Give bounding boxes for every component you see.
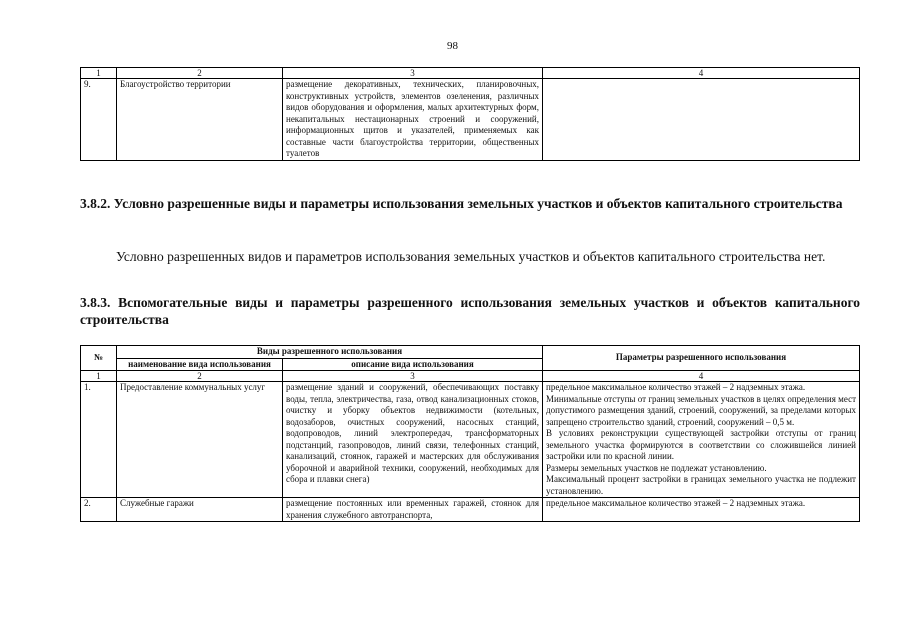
page-number: 98 — [447, 40, 458, 52]
use-params — [543, 498, 860, 522]
column-number-row — [81, 371, 860, 382]
use-description: размещение зданий и сооружений, обеспечивающих поставку воды, тепла, электричества, газа, отвод канализационных стоков, очистку и уборку объектов недвижимости (котельных, водозаборов, очистных сооружений, насосных станций, водопроводов, линий электропередач, трансформаторных подстанций, газопроводов, линий связи, телефонных станций, канализаций, стоянок, гаражей и мастерских для обслуживания уборочной и аварийной техники, сооружений, необходимых для сбора и плавки снега) — [283, 382, 543, 498]
header-number: № — [81, 346, 117, 371]
use-params — [543, 382, 860, 498]
column-number: 3 — [283, 371, 543, 382]
param-line: предельное максимальное количество этажей – 2 надземных этажа. — [546, 498, 806, 508]
auxiliary-uses-table — [80, 345, 860, 522]
section-heading-3-8-3: 3.8.3. Вспомогательные виды и параметры разрешенного использования земельных участков и объектов капитального строительства — [80, 295, 860, 327]
header-use-description: описание вида использования — [283, 358, 543, 371]
use-description: размещение декоративных, технических, планировочных, конструктивных устройств, элементов озеленения, различных видов оборудования и оформления, малых архитектурных форм, некапитальных нестационарных строений и сооружений, информационных щитов и указателей, применяемых как составные части благоустройства территории, общественных туалетов — [283, 79, 543, 161]
column-number: 4 — [543, 371, 860, 382]
column-number: 2 — [117, 371, 283, 382]
column-number-row — [81, 68, 860, 79]
param-line: В условиях реконструкции существующей застройки отступы от границ земельного участка формируются в соответствии со сложившейся линией застройки или по красной линии. — [546, 428, 856, 461]
param-line: Минимальные отступы от границ земельных участков в целях определения мест допустимого размещения зданий, строений, сооружений, за пределами которых запрещено строительство зданий, строений, сооружений – 0,5 м. — [546, 393, 856, 427]
column-number: 4 — [543, 68, 860, 79]
column-number: 1 — [81, 371, 117, 382]
use-name: Предоставление коммунальных услуг — [117, 382, 283, 498]
row-number: 9. — [81, 79, 117, 161]
param-line: Максимальный процент застройки в границах земельного участка не подлежит установлению. — [546, 474, 856, 496]
use-name: Служебные гаражи — [117, 498, 283, 522]
use-name: Благоустройство территории — [117, 79, 283, 161]
header-use-name: наименование вида использования — [117, 358, 283, 371]
row-number: 1. — [81, 382, 117, 498]
column-number: 1 — [81, 68, 117, 79]
use-description: размещение постоянных или временных гаражей, стоянок для хранения служебного автотранспорта, — [283, 498, 543, 522]
row-number: 2. — [81, 498, 117, 522]
param-line: предельное максимальное количество этажей – 2 надземных этажа. — [546, 382, 806, 392]
table-row — [81, 79, 860, 161]
use-params — [543, 79, 860, 161]
section-text-3-8-2: Условно разрешенных видов и параметров использования земельных участков и объектов капитального строительства нет. — [116, 249, 826, 264]
table-row — [81, 498, 860, 522]
column-number: 3 — [283, 68, 543, 79]
table-row — [81, 382, 860, 498]
column-number: 2 — [117, 68, 283, 79]
section-heading-3-8-2: 3.8.2. Условно разрешенные виды и параметры использования земельных участков и объектов капитального строительства — [80, 196, 843, 211]
table-continued — [80, 67, 860, 161]
header-use-types: Виды разрешенного использования — [117, 346, 543, 359]
header-row — [81, 346, 860, 359]
header-params: Параметры разрешенного использования — [543, 346, 860, 371]
param-line: Размеры земельных участков не подлежат установлению. — [546, 462, 767, 473]
